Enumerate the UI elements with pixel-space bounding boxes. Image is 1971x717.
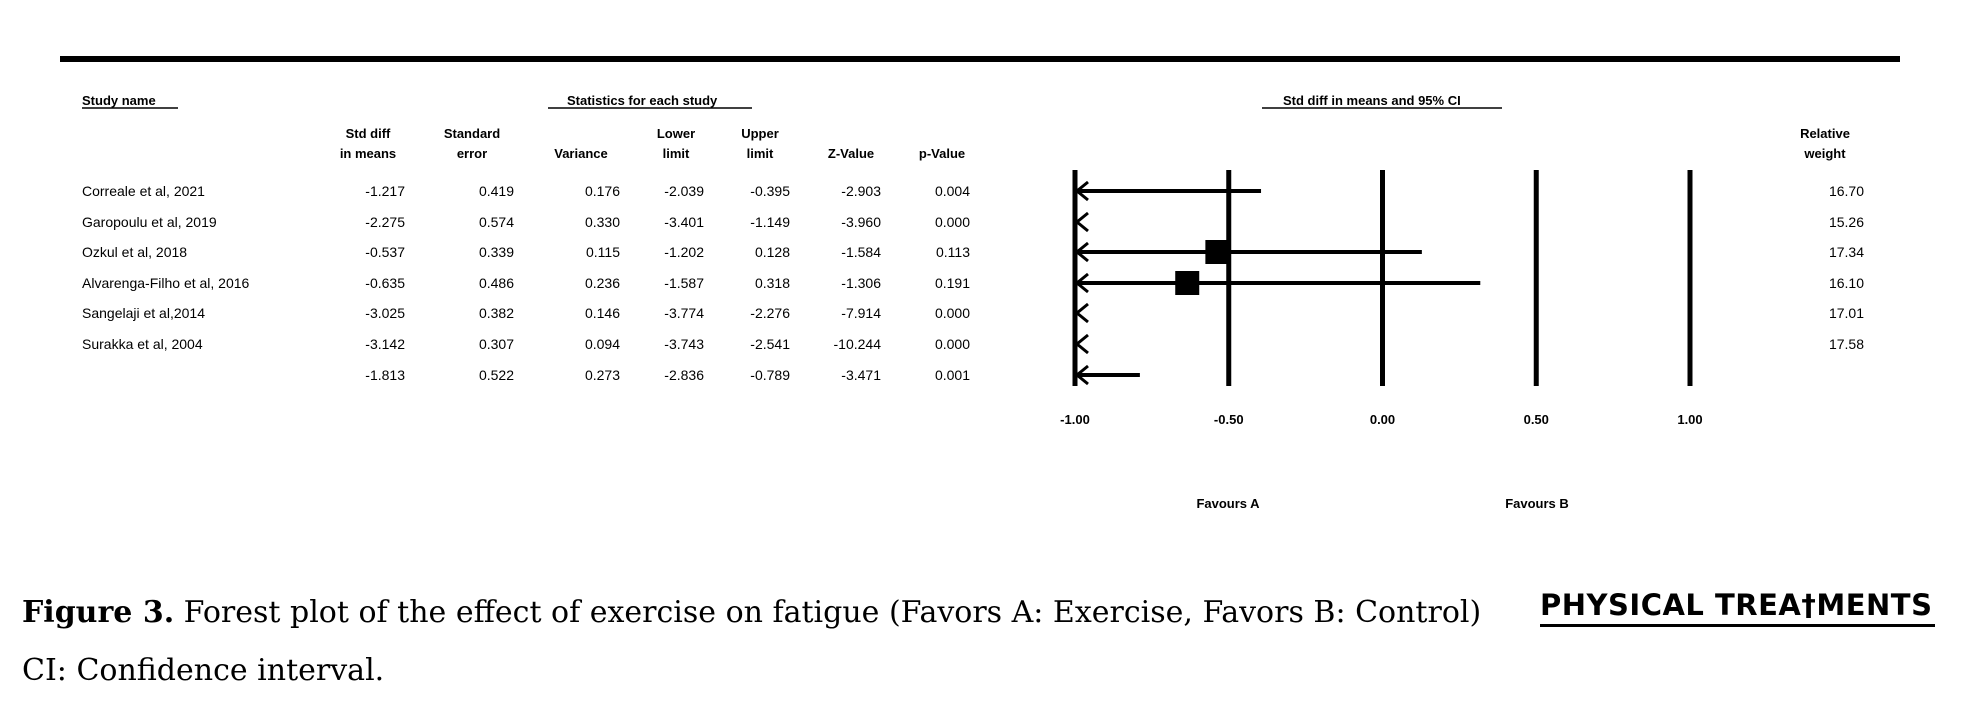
cell-study: Ozkul et al, 2018	[82, 244, 188, 260]
cell-variance: 0.094	[584, 336, 620, 352]
favours-b-label: Favours B	[1505, 496, 1569, 511]
cell-std-diff: -3.025	[365, 305, 405, 321]
cell-std-diff: -1.217	[365, 183, 405, 199]
journal-logo: PHYSICAL TREA†MENTS	[1540, 588, 1933, 622]
cell-study: Alvarenga-Filho et al, 2016	[82, 275, 250, 291]
cell-std-diff: -3.142	[365, 336, 405, 352]
col-std-diff-1: Std diff	[345, 126, 391, 141]
cell-study: Sangelaji et al,2014	[82, 305, 205, 321]
journal-logo-underline	[1540, 624, 1935, 627]
tick-label: -1.00	[1060, 412, 1090, 427]
cell-upper: -0.395	[750, 183, 790, 199]
header-statistics: Statistics for each study	[567, 93, 718, 108]
truncation-arrow	[1077, 304, 1088, 322]
cell-p-value: 0.004	[934, 183, 970, 199]
header-ci-title: Std diff in means and 95% CI	[1283, 93, 1461, 108]
col-upper-1: Upper	[741, 126, 779, 141]
cell-upper: -2.541	[750, 336, 790, 352]
summary-row	[365, 367, 970, 383]
col-std-diff-2: in means	[339, 146, 397, 161]
cell-z-value: -1.584	[841, 244, 881, 260]
col-lower-2: limit	[662, 146, 690, 161]
cell-std-diff: -0.537	[365, 244, 405, 260]
truncation-arrow	[1077, 213, 1088, 231]
study-mark	[1075, 240, 1422, 264]
caption-line2: CI: Confidence interval.	[22, 653, 385, 688]
cell-std-error: 0.382	[478, 305, 514, 321]
table-row	[82, 305, 1864, 321]
cell-upper: -1.149	[750, 214, 790, 230]
cell-weight: 15.26	[1828, 214, 1864, 230]
col-std-error-1: Standard	[443, 126, 501, 141]
cell-upper: -2.276	[750, 305, 790, 321]
cell-lower: -2.039	[664, 183, 704, 199]
col-variance: Variance	[554, 146, 608, 161]
cell-std-diff: -0.635	[365, 275, 405, 291]
table-row	[82, 275, 1864, 291]
cell-study: Surakka et al, 2004	[82, 336, 203, 352]
cell-std-error: 0.574	[478, 214, 514, 230]
plot-area	[1060, 170, 1702, 427]
cell-z-value: -3.471	[841, 367, 881, 383]
cell-lower: -3.743	[664, 336, 704, 352]
cell-weight: 16.70	[1828, 183, 1864, 199]
cell-study: Correale et al, 2021	[82, 183, 205, 199]
tick-label: -0.50	[1213, 412, 1244, 427]
cell-upper: 0.318	[754, 275, 790, 291]
cell-lower: -2.836	[664, 367, 704, 383]
cell-variance: 0.330	[584, 214, 620, 230]
col-weight-1: Relative	[1800, 126, 1850, 141]
cell-lower: -1.587	[664, 275, 704, 291]
study-mark	[1077, 335, 1088, 353]
cell-std-error: 0.522	[478, 367, 514, 383]
cell-std-diff: -1.813	[365, 367, 405, 383]
cell-upper: 0.128	[754, 244, 790, 260]
study-mark	[1075, 182, 1261, 200]
cell-lower: -3.401	[664, 214, 704, 230]
cell-variance: 0.273	[584, 367, 620, 383]
col-z-value: Z-Value	[827, 146, 875, 161]
caption-label: Figure 3.	[22, 595, 175, 630]
cell-p-value: 0.191	[934, 275, 970, 291]
cell-weight: 17.34	[1828, 244, 1864, 260]
cell-lower: -1.202	[664, 244, 704, 260]
table-row	[82, 214, 1864, 230]
cell-z-value: -3.960	[841, 214, 881, 230]
cell-z-value: -2.903	[841, 183, 881, 199]
cell-variance: 0.236	[584, 275, 620, 291]
tick-label: 1.00	[1677, 412, 1703, 427]
col-upper-2: limit	[746, 146, 774, 161]
cell-std-error: 0.419	[478, 183, 514, 199]
top-rule	[60, 56, 1900, 62]
col-std-error-2: error	[456, 146, 488, 161]
cell-upper: -0.789	[750, 367, 790, 383]
cell-p-value: 0.000	[934, 214, 970, 230]
col-lower-1: Lower	[656, 126, 696, 141]
tick-label: 0.00	[1369, 412, 1396, 427]
favours-a-label: Favours A	[1196, 496, 1260, 511]
cell-weight: 17.01	[1828, 305, 1864, 321]
cell-p-value: 0.001	[934, 367, 970, 383]
tick-label: 0.50	[1523, 412, 1549, 427]
cell-z-value: -7.914	[841, 305, 881, 321]
cell-std-error: 0.339	[478, 244, 514, 260]
cell-weight: 16.10	[1828, 275, 1864, 291]
truncation-arrow	[1077, 335, 1088, 353]
table-row	[82, 336, 1864, 352]
summary-mark	[1075, 366, 1140, 384]
cell-lower: -3.774	[664, 305, 704, 321]
table-rows	[82, 183, 1864, 383]
cell-std-error: 0.486	[478, 275, 514, 291]
figure-caption	[22, 584, 1502, 700]
cell-z-value: -10.244	[833, 336, 881, 352]
caption-text: Forest plot of the effect of exercise on fatigue (Favors A: Exercise, Favors B: Control)	[174, 595, 1482, 630]
cell-study: Garopoulu et al, 2019	[82, 214, 217, 230]
point-estimate	[1175, 271, 1199, 295]
cell-p-value: 0.000	[934, 336, 970, 352]
table-row	[82, 244, 1864, 260]
cell-z-value: -1.306	[841, 275, 881, 291]
cell-p-value: 0.000	[934, 305, 970, 321]
study-mark	[1077, 304, 1088, 322]
cell-std-error: 0.307	[478, 336, 514, 352]
cell-weight: 17.58	[1828, 336, 1864, 352]
cell-p-value: 0.113	[936, 244, 970, 260]
cell-variance: 0.115	[586, 244, 620, 260]
study-mark	[1077, 213, 1088, 231]
point-estimate	[1205, 240, 1229, 264]
table-row	[82, 183, 1864, 199]
col-weight-2: weight	[1804, 146, 1846, 161]
col-p-value: p-Value	[918, 146, 966, 161]
cell-variance: 0.176	[584, 183, 620, 199]
cell-variance: 0.146	[584, 305, 620, 321]
header-study-name: Study name	[82, 93, 156, 108]
cell-std-diff: -2.275	[365, 214, 405, 230]
study-mark	[1075, 271, 1480, 295]
